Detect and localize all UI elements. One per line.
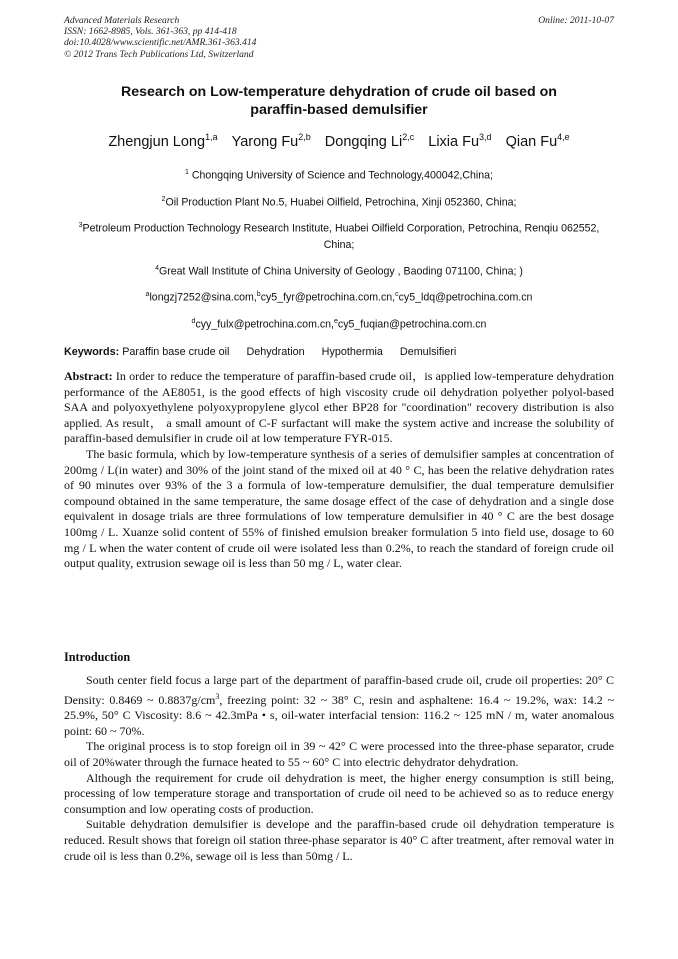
- abstract-paragraph-1: Abstract: In order to reduce the temperature of paraffin-based crude oil，is applied low-temperature dehydration performance of the AE8051, is the good effects of high viscosity crude oil dehydration polyether polyol-based SAA and polyoxyethylene polyoxypropylene glycol ether BP28 for "coordination" recovery distribution is also applied. As result， a small amount of C-F surfactant will make the system active and increase the solubility of paraffin-based demulsifier in crude oil at low temperature FYR-015.: [64, 369, 614, 446]
- intro-paragraph-4: Suitable dehydration demulsifier is develope and the paraffin-based crude oil dehydration temperature is reduced. Result shows that foreign oil station three-phase separator is 40° C after treatment, after removal water in crude oil is less than 0.2%, sewage oil is less than 50mg / L.: [64, 817, 614, 863]
- affiliation-3: $^3$Petroleum Production Technology Research Institute, Huabei Oilfield Corporation, Petrochina, Renqiu 062552, China;: [78, 222, 600, 251]
- intro-paragraph-2: The original process is to stop foreign oil in 39 ~ 42° C were processed into the three-phase separator, crude oil of 20%water through the furnace heated to 55 ~ 60° C into electric dehydrator dehydration.: [64, 739, 614, 769]
- doi-line: doi:10.4028/www.scientific.net/AMR.361-363.414: [64, 37, 257, 49]
- journal-name: Advanced Materials Research: [64, 15, 180, 26]
- affiliation-2: $^2$Oil Production Plant No.5, Huabei Oilfield, Petrochina, Xinji 052360, China;: [161, 195, 517, 209]
- keyword: Hypothermia: [321, 346, 383, 358]
- issn-line: ISSN: 1662-8985, Vols. 361-363, pp 414-418: [64, 26, 237, 38]
- affiliation-1: $^1$ Chongqing University of Science and Technology,400042,China;: [185, 169, 493, 182]
- introduction-body: [64, 673, 614, 864]
- journal-header: [64, 15, 256, 60]
- author: Zhengjun Long$^{1,a}$: [108, 132, 218, 150]
- abstract: [64, 369, 614, 572]
- title-line-1: Research on Low-temperature dehydration of crude oil based on: [121, 84, 557, 100]
- affiliation-4: $^4$Great Wall Institute of China University of Geology , Baoding 071100, China; ): [155, 264, 523, 278]
- copyright-line: © 2012 Trans Tech Publications Ltd, Switzerland: [64, 48, 254, 60]
- paper-title: [64, 83, 614, 119]
- online-date: Online: 2011-10-07: [538, 15, 614, 26]
- section-heading-introduction: Introduction: [64, 650, 131, 664]
- abstract-paragraph-2: The basic formula, which by low-temperature synthesis of a series of demulsifier samples at concentration of 200mg / L(in water) and 30% of the joint stand of the mixed oil at 40 ° C, has been the relative dehydration rates of 90 minutes over 93% of the 3 a formula of low-temperature demulsifier, the dual temperature demulsifier compound obtained in the same temperature, the same dosage effect of the case of dehydration and a single dose equivalent in dosage trials are three formulations of low temperature demulsifier in 40 ° C are the best dosage 100mg / L. Xuanze solid content of 55% of finished emulsion breaker formulation 5 into field use, dosage to 60 mg / L when the water content of crude oil were isolated less than 0.2%, to reach the standard of foreign crude oil output quality, extrusion sewage oil is less than 50 mg / L, water clear.: [64, 446, 614, 571]
- intro-paragraph-3: Although the requirement for crude oil dehydration is meet, the higher energy consumption is still being, processing of low temperature storage and transportation of crude oil need to be achieved so as to reduce energy consumption and low operating costs of production.: [64, 770, 614, 816]
- keywords: [64, 346, 470, 358]
- author: Yarong Fu$^{2,b}$: [231, 132, 311, 150]
- emails-line-1: $^a$longzj7252@sina.com,$^b$cy5_fyr@petrochina.com.cn,$^c$cy5_ldq@petrochina.com.cn: [145, 291, 533, 304]
- author: Lixia Fu$^{3,d}$: [428, 132, 492, 150]
- title-line-2: paraffin-based demulsifier: [250, 102, 428, 118]
- intro-paragraph-1: South center field focus a large part of the department of paraffin-based crude oil, crude oil properties: 20° C Density: 0.8469 ~ $0.8837g/cm^3$, freezing point: 32 ~ 38° C, resin and asphaltene: 16.4 ~ 19.2%, wax: 14.2 ~ 25.9%, 50° C Viscosity: 8.6 ~ 42.3mPa • s, oil-water interfacial tension: 116.2 ~ 125 mN / m, water anomalous point: 60 ~ 70%.: [64, 673, 614, 738]
- keyword: Demulsifieri: [399, 346, 457, 358]
- abstract-label: Abstract:: [64, 369, 113, 383]
- author: Dongqing Li$^{2,c}$: [324, 132, 415, 150]
- author-list: [64, 132, 614, 150]
- keyword: Dehydration: [246, 346, 305, 358]
- emails-line-2: $^d$cyy_fulx@petrochina.com.cn,$^e$cy5_fuqian@petrochina.com.cn: [191, 317, 487, 331]
- keyword: Paraffin base crude oil: [122, 346, 230, 358]
- keywords-label: Keywords:: [64, 346, 120, 358]
- author: Qian Fu$^{4,e}$: [505, 132, 570, 150]
- affiliations: [64, 165, 614, 340]
